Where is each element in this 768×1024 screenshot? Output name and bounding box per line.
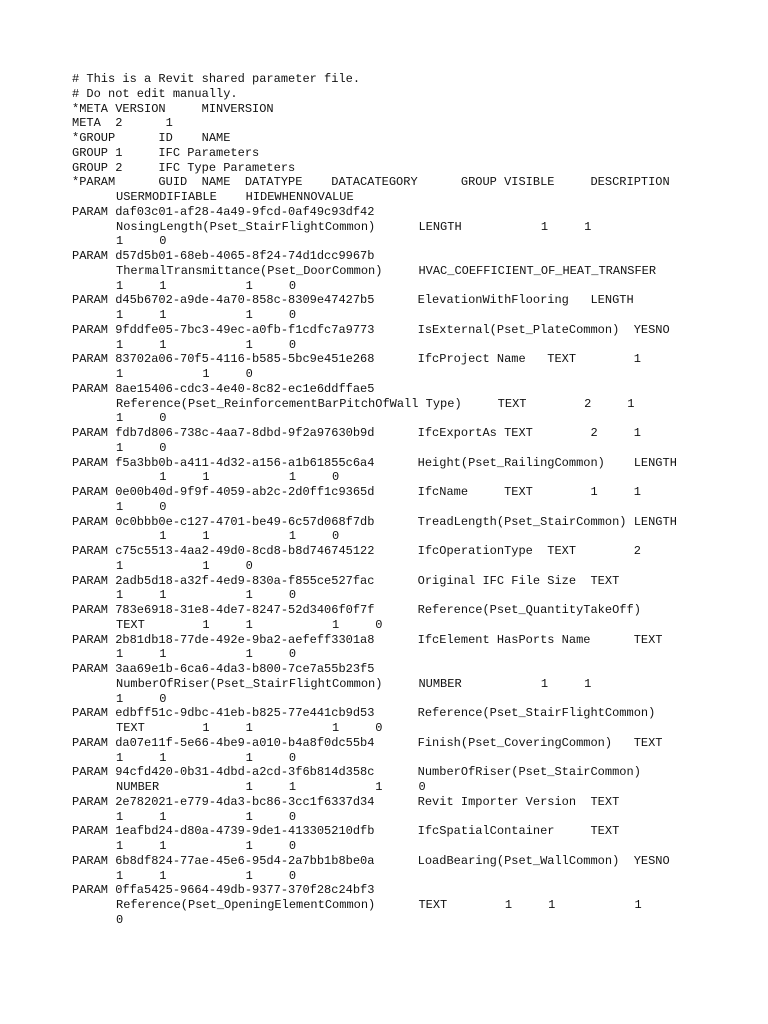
file-line: PARAM da07e11f-5e66-4be9-a010-b4a8f0dc55b4 Finish(Pset_CoveringCommon) TEXT <box>72 735 663 750</box>
parameter-detail-line: 1 0 <box>116 691 167 706</box>
file-line: *PARAM GUID NAME DATATYPE DATACATEGORY GROUP VISIBLE DESCRIPTION <box>72 175 670 190</box>
file-line: PARAM 6b8df824-77ae-45e6-95d4-2a7bb1b8be0a LoadBearing(Pset_WallCommon) YESNO <box>72 853 670 868</box>
parameter-detail-line: 1 1 0 <box>116 558 253 573</box>
file-line: *GROUP ID NAME <box>72 131 231 145</box>
parameter-detail-line: TEXT 1 1 1 0 <box>116 617 383 632</box>
parameter-detail-line: 1 0 <box>116 499 167 514</box>
parameter-detail-line: 1 1 1 0 <box>116 588 297 603</box>
file-line: PARAM 94cfd420-0b31-4dbd-a2cd-3f6b814d358c NumberOfRiser(Pset_StairCommon) <box>72 765 641 780</box>
parameter-detail-line: 1 1 1 0 <box>116 470 340 485</box>
file-line: GROUP 1 IFC Parameters <box>72 145 260 160</box>
parameter-detail-line: 1 1 1 0 <box>116 308 297 322</box>
parameter-detail-line: 1 1 1 0 <box>116 337 297 352</box>
file-line: PARAM d45b6702-a9de-4a70-858c-8309e47427b5 ElevationWithFlooring LENGTH <box>72 293 634 308</box>
parameter-detail-line: NUMBER 1 1 1 0 <box>116 780 426 794</box>
parameter-detail-line: Reference(Pset_OpeningElementCommon) TEXT 1 1 1 <box>116 898 642 912</box>
parameter-detail-line: USERMODIFIABLE HIDEWHENNOVALUE <box>116 190 354 204</box>
file-line: *META VERSION MINVERSION <box>72 101 274 116</box>
file-line: PARAM 1eafbd24-d80a-4739-9de1-413305210dfb IfcSpatialContainer TEXT <box>72 824 620 839</box>
file-line: # Do not edit manually. <box>72 86 238 101</box>
parameter-detail-line: 1 0 <box>116 411 167 426</box>
file-line: PARAM c75c5513-4aa2-49d0-8cd8-b8d746745122 IfcOperationType TEXT 2 <box>72 544 641 558</box>
file-line: PARAM fdb7d806-738c-4aa7-8dbd-9f2a97630b9d IfcExportAs TEXT 2 1 <box>72 426 641 440</box>
parameter-detail-line: NumberOfRiser(Pset_StairFlightCommon) NUMBER 1 1 <box>116 676 592 691</box>
parameter-detail-line: 1 1 1 0 <box>116 278 297 293</box>
file-line: PARAM 83702a06-70f5-4116-b585-5bc9e451e268 IfcProject Name TEXT 1 <box>72 352 641 367</box>
file-line: PARAM 2e782021-e779-4da3-bc86-3cc1f6337d34 Revit Importer Version TEXT <box>72 794 620 809</box>
file-line: PARAM 8ae15406-cdc3-4e40-8c82-ec1e6ddffae5 <box>72 381 375 396</box>
file-line: GROUP 2 IFC Type Parameters <box>72 160 296 175</box>
file-line: PARAM 3aa69e1b-6ca6-4da3-b800-7ce7a55b23f5 <box>72 662 375 676</box>
file-line: PARAM daf03c01-af28-4a49-9fcd-0af49c93df42 <box>72 204 375 219</box>
parameter-detail-line: 1 0 <box>116 234 167 249</box>
file-line: PARAM 2b81db18-77de-492e-9ba2-aefeff3301a8 IfcElement HasPorts Name TEXT <box>72 632 663 647</box>
file-line: PARAM f5a3bb0b-a411-4d32-a156-a1b61855c6a4 Height(Pset_RailingCommon) LENGTH <box>72 455 677 470</box>
file-line: PARAM 9fddfe05-7bc3-49ec-a0fb-f1cdfc7a9773 IsExternal(Pset_PlateCommon) YESNO <box>72 322 670 337</box>
document-body <box>72 72 732 928</box>
file-line: PARAM 0c0bbb0e-c127-4701-be49-6c57d068f7db TreadLength(Pset_StairCommon) LENGTH <box>72 514 677 529</box>
parameter-detail-line: 1 1 1 0 <box>116 750 297 765</box>
file-line: PARAM 783e6918-31e8-4de7-8247-52d3406f0f7f Reference(Pset_QuantityTakeOff) <box>72 603 641 617</box>
parameter-detail-line: 1 1 1 0 <box>116 809 297 824</box>
parameter-detail-line: 1 1 1 0 <box>116 647 297 662</box>
parameter-detail-line: NosingLength(Pset_StairFlightCommon) LENGTH 1 1 <box>116 219 592 234</box>
file-line: PARAM d57d5b01-68eb-4065-8f24-74d1dcc9967b <box>72 249 375 263</box>
file-line: # This is a Revit shared parameter file. <box>72 72 361 86</box>
parameter-detail-line: Reference(Pset_ReinforcementBarPitchOfWall Type) TEXT 2 1 <box>116 396 635 411</box>
file-line: PARAM 2adb5d18-a32f-4ed9-830a-f855ce527fac Original IFC File Size TEXT <box>72 573 620 588</box>
file-line: PARAM 0e00b40d-9f9f-4059-ab2c-2d0ff1c9365d IfcName TEXT 1 1 <box>72 485 641 499</box>
parameter-detail-line: 0 <box>116 912 124 927</box>
file-line: PARAM edbff51c-9dbc-41eb-b825-77e441cb9d53 Reference(Pset_StairFlightCommon) <box>72 706 656 721</box>
parameter-detail-line: 1 1 0 <box>116 367 253 381</box>
parameter-detail-line: TEXT 1 1 1 0 <box>116 721 383 735</box>
parameter-detail-line: 1 1 1 0 <box>116 529 340 544</box>
file-line: META 2 1 <box>72 116 173 131</box>
parameter-detail-line: 1 1 1 0 <box>116 868 297 883</box>
parameter-detail-line: ThermalTransmittance(Pset_DoorCommon) HVAC_COEFFICIENT_OF_HEAT_TRANSFER <box>116 263 657 278</box>
parameter-detail-line: 1 0 <box>116 440 167 455</box>
parameter-detail-line: 1 1 1 0 <box>116 839 297 853</box>
file-line: PARAM 0ffa5425-9664-49db-9377-370f28c24bf3 <box>72 883 375 898</box>
